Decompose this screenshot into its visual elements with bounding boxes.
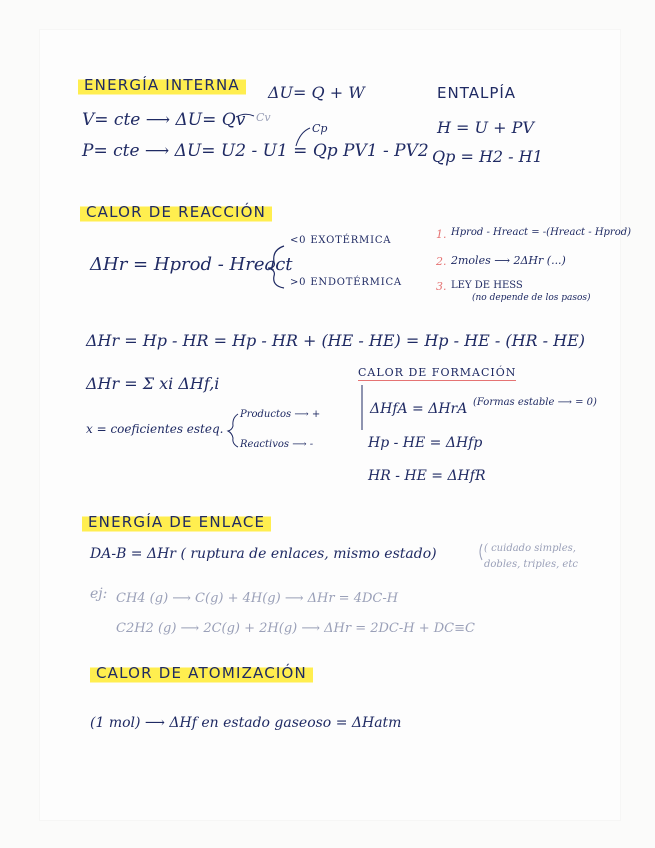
calor-reaccion-heading: CALOR DE REACCIÓN <box>80 202 272 222</box>
bond-energy-definition: DA-B = ΔHr ( ruptura de enlaces, mismo estado) <box>90 546 437 562</box>
constant-volume-line: V= cte ⟶ ΔU= Qv <box>82 110 246 130</box>
rule-3-number: 3. <box>436 280 447 293</box>
formation-eq-1: ΔHfA = ΔHrA <box>370 401 468 417</box>
reactants-sign: Reactivos ⟶ - <box>240 439 314 450</box>
internal-energy-equation: ΔU= Q + W <box>268 83 365 102</box>
products-sign: Productos ⟶ + <box>240 409 321 420</box>
enthalpy-heat-equation: Qp = H2 - H1 <box>432 147 543 166</box>
atomization-definition: (1 mol) ⟶ ΔHf en estado gaseoso = ΔHatm <box>90 715 402 731</box>
hess-expansion-equation: ΔHr = Hp - HR = Hp - HR + (HE - HE) = Hp - HE - (HR - HE) <box>86 331 586 350</box>
energia-enlace-heading: ENERGÍA DE ENLACE <box>82 512 271 532</box>
rule-1-text: Hprod - Hreact = -(Hreact - Hprod) <box>451 227 632 238</box>
exothermic-label: <0 EXOTÉRMICA <box>290 235 392 246</box>
constant-pressure-line: P= cte ⟶ ΔU= U2 - U1 = Qp PV1 - PV2 <box>82 141 429 161</box>
bond-example-acetylene: C2H2 (g) ⟶ 2C(g) + 2H(g) ⟶ ΔHr = 2DC-H + DC≡C <box>116 621 475 636</box>
formation-sum-equation: ΔHr = Σ xi ΔHf,i <box>86 374 220 393</box>
rule-3-text: LEY DE HESS <box>451 280 523 291</box>
coefficient-definition: x = coeficientes esteq. <box>86 422 224 436</box>
rule-1-number: 1. <box>436 228 447 241</box>
entalpia-heading: ENTALPÍA <box>437 84 517 102</box>
formation-eq-2: Hp - HE = ΔHfp <box>368 435 483 451</box>
calor-formacion-heading: CALOR DE FORMACIÓN <box>358 366 517 379</box>
enthalpy-definition: H = U + PV <box>437 118 534 137</box>
energia-interna-heading: ENERGÍA INTERNA <box>78 75 246 95</box>
reaction-heat-equation: ΔHr = Hprod - Hreact <box>90 254 293 275</box>
formation-eq-1-note: (Formas estable ⟶ = 0) <box>473 397 597 408</box>
rule-2-text: 2moles ⟶ 2ΔHr (...) <box>451 254 566 267</box>
rule-3-note: (no depende de los pasos) <box>472 293 591 303</box>
cp-label: Cp <box>312 122 328 135</box>
bond-example-methane: CH4 (g) ⟶ C(g) + 4H(g) ⟶ ΔHr = 4DC-H <box>116 591 399 606</box>
formation-eq-3: HR - HE = ΔHfR <box>368 468 486 484</box>
rule-2-number: 2. <box>436 255 447 268</box>
endothermic-label: >0 ENDOTÉRMICA <box>290 277 402 288</box>
calor-atomizacion-heading: CALOR DE ATOMIZACIÓN <box>90 663 313 683</box>
bond-multiplicity-note: ( cuidado simples, dobles, triples, etc <box>484 543 578 570</box>
cv-label: Cv <box>256 111 271 124</box>
example-label: ej: <box>90 586 108 602</box>
